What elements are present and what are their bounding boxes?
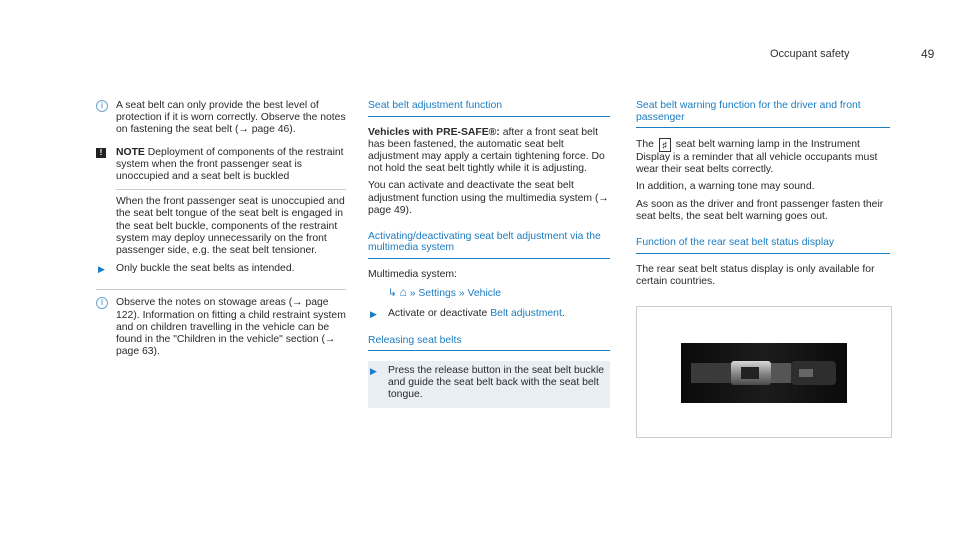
heading-rear-status: Function of the rear seat belt status display [636, 237, 890, 254]
arrow-right-icon: ▶ [370, 366, 377, 377]
chevron-icon: » [409, 288, 416, 300]
note-step [96, 263, 346, 275]
step-release-text: Press the release button in the seat belt buckle and guide the seat belt back with the seat belt tongue. [388, 365, 605, 401]
belt-adjustment-link: Belt adjustment [490, 308, 562, 320]
step-activate-prefix: Activate or deactivate [388, 308, 488, 320]
info-circle-icon: i [96, 100, 108, 112]
seat-belt-icon: ♯ [659, 138, 671, 152]
info-text-1: A seat belt can only provide the best level of protection if it is worn correctly. Observe the notes on fastening the seat belt (→ page 46). [116, 100, 346, 136]
note-body: When the front passenger seat is unoccupied and the seat belt tongue of the seat belt is engaged in the seat belt buckle, components of the restraint system may deploy unnecessarily on the front passenger side, e.g. the seat belt tensioner. [116, 196, 345, 257]
vehicles-label: Vehicles with PRE-SAFE®: [368, 126, 500, 138]
column-left [96, 100, 346, 368]
column-middle [368, 100, 610, 414]
note-header [96, 147, 346, 184]
arrow-right-icon: ▶ [370, 309, 377, 320]
heading-seat-belt-warning: Seat belt warning function for the driver and front passenger [636, 100, 890, 128]
column-right [636, 100, 890, 293]
note-title: Deployment of components of the restraint system when the front passenger seat is unoccupied and a seat belt is buckled [116, 146, 344, 183]
info-text-2: Observe the notes on stowage areas (→ page 122). Information on fitting a child restraint system and on children travelling in the vehicle can be found in the "Children in the vehicle" section (→ page 63). [116, 297, 346, 358]
exclamation-icon: ! [96, 148, 106, 158]
step-activate: ▶ Activate or deactivate Belt adjustment. [370, 308, 565, 320]
section-title: Occupant safety [770, 48, 850, 60]
heading-seat-belt-adjustment: Seat belt adjustment function [368, 100, 610, 117]
info-block-1 [96, 100, 346, 137]
note-step-text: Only buckle the seat belts as intended. [116, 263, 295, 275]
paragraph-rear-status: The rear seat belt status display is only available for certain countries. [636, 263, 875, 287]
paragraph-warning-lamp: The ♯ seat belt warning lamp in the Instrument Display is a reminder that all vehicle occupants must wear their seat belts correctly. [636, 139, 878, 176]
info-circle-icon: i [96, 297, 108, 309]
figure-frame [636, 306, 892, 438]
path-hook-icon: ↳ [388, 288, 397, 300]
heading-activating: Activating/deactivating seat belt adjustment via the multimedia system [368, 231, 610, 259]
info-block-2 [96, 297, 346, 358]
paragraph-pre-safe [368, 127, 610, 176]
paragraph-1: after a front seat belt has been fastened, the automatic seat belt adjustment may apply a certain tightening force. Do not hold the seat belt tightly while it is adjusting. [368, 126, 605, 175]
arrow-right-icon: ▶ [98, 264, 105, 275]
note-label: NOTE [116, 146, 145, 158]
menu-path [368, 286, 610, 300]
paragraph-warning-tone: In addition, a warning tone may sound. [636, 181, 815, 193]
home-icon: ⌂ [399, 285, 407, 300]
path-vehicle: Vehicle [467, 288, 502, 300]
paragraph-2: You can activate and deactivate the seat belt adjustment function using the multimedia system (→ page 49). [368, 180, 609, 216]
paragraph-warning-out: As soon as the driver and front passenger fasten their seat belts, the seat belt warning goes out. [636, 198, 884, 222]
path-settings: Settings [418, 288, 456, 300]
heading-releasing: Releasing seat belts [368, 335, 610, 352]
step-release [368, 361, 610, 408]
note-block [96, 147, 346, 291]
multimedia-label: Multimedia system: [368, 268, 457, 280]
page-number: 49 [921, 47, 935, 61]
seat-belt-buckle-image [681, 343, 847, 403]
chevron-icon: » [458, 288, 465, 300]
